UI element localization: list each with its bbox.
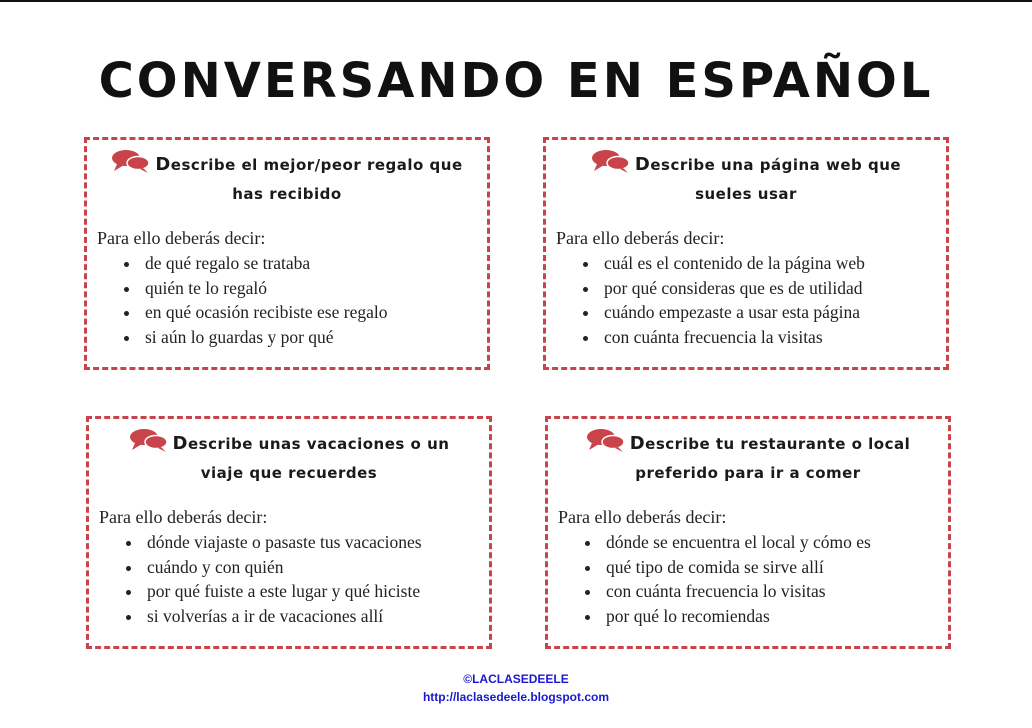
heading-initial: D bbox=[634, 154, 651, 175]
card-points bbox=[99, 530, 422, 628]
card-points bbox=[97, 251, 387, 349]
card-heading bbox=[99, 427, 479, 488]
heading-line1: escribe una página web que bbox=[650, 156, 902, 174]
footer-copyright: ©LACLASEDEELE bbox=[463, 672, 569, 686]
card-website bbox=[543, 137, 949, 370]
speech-bubbles-icon bbox=[591, 148, 631, 174]
list-item: • dónde se encuentra el local y cómo es bbox=[602, 530, 871, 555]
heading-line1: escribe unas vacaciones o un bbox=[188, 435, 450, 453]
card-points bbox=[558, 530, 871, 628]
card-gift bbox=[84, 137, 490, 370]
list-item: • con cuánta frecuencia la visitas bbox=[600, 325, 865, 350]
heading-line2: preferido para ir a comer bbox=[635, 464, 861, 482]
list-item: • si aún lo guardas y por qué bbox=[141, 325, 387, 350]
list-item: • cuándo empezaste a usar esta página bbox=[600, 300, 865, 325]
list-item: • cuándo y con quién bbox=[143, 555, 422, 580]
top-rule bbox=[0, 0, 1032, 2]
list-item: • cuál es el contenido de la página web bbox=[600, 251, 865, 276]
card-heading bbox=[558, 427, 938, 488]
card-vacation bbox=[86, 416, 492, 649]
list-item: • de qué regalo se trataba bbox=[141, 251, 387, 276]
speech-bubbles-icon bbox=[129, 427, 169, 453]
heading-initial: D bbox=[629, 433, 646, 454]
page-title: CONVERSANDO EN ESPAÑOL bbox=[98, 53, 934, 109]
card-heading bbox=[97, 148, 477, 209]
list-item: • si volverías a ir de vacaciones allí bbox=[143, 604, 422, 629]
heading-line2: has recibido bbox=[232, 185, 342, 203]
heading-line1: escribe tu restaurante o local bbox=[645, 435, 911, 453]
list-item: • con cuánta frecuencia lo visitas bbox=[602, 579, 871, 604]
heading-initial: D bbox=[172, 433, 188, 454]
list-item: • quién te lo regaló bbox=[141, 276, 387, 301]
card-intro: Para ello deberás decir: bbox=[556, 228, 725, 248]
speech-bubbles-icon bbox=[586, 427, 626, 453]
heading-initial: D bbox=[155, 154, 171, 175]
speech-bubbles-icon bbox=[111, 148, 151, 174]
list-item: • qué tipo de comida se sirve allí bbox=[602, 555, 871, 580]
heading-line2: sueles usar bbox=[695, 185, 797, 203]
footer-url[interactable]: http://laclasedeele.blogspot.com bbox=[422, 690, 610, 704]
list-item: • por qué consideras que es de utilidad bbox=[600, 276, 865, 301]
list-item: • por qué lo recomiendas bbox=[602, 604, 871, 629]
list-item: • por qué fuiste a este lugar y qué hiciste bbox=[143, 579, 422, 604]
card-points bbox=[556, 251, 865, 349]
card-restaurant bbox=[545, 416, 951, 649]
list-item: • en qué ocasión recibiste ese regalo bbox=[141, 300, 387, 325]
card-intro: Para ello deberás decir: bbox=[558, 507, 727, 527]
heading-line2: viaje que recuerdes bbox=[200, 464, 378, 482]
card-intro: Para ello deberás decir: bbox=[99, 507, 268, 527]
card-intro: Para ello deberás decir: bbox=[97, 228, 266, 248]
heading-line1: escribe el mejor/peor regalo que bbox=[170, 156, 463, 174]
card-heading bbox=[556, 148, 936, 209]
list-item: • dónde viajaste o pasaste tus vacaciones bbox=[143, 530, 422, 555]
